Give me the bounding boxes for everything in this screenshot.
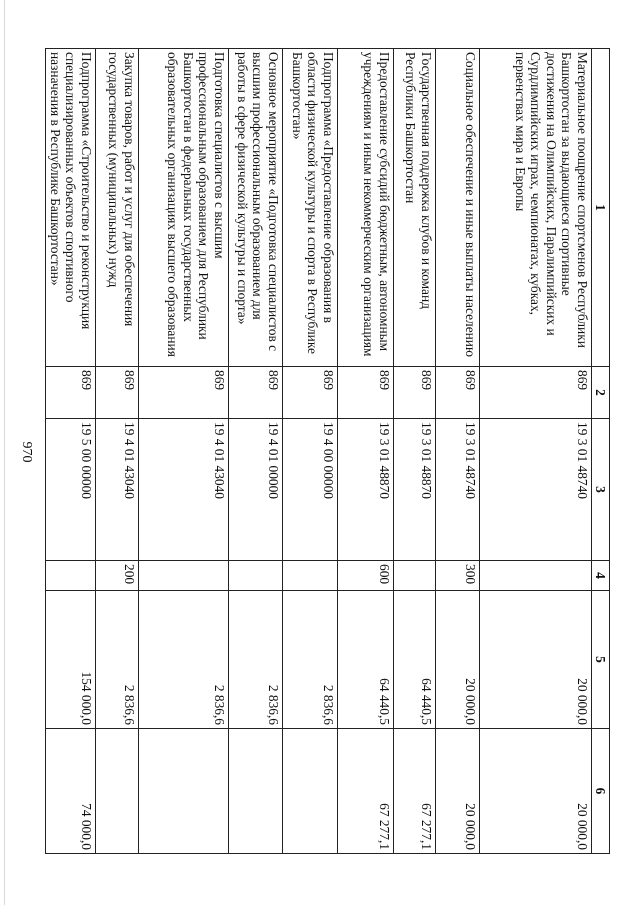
amount-year-2 <box>283 729 338 854</box>
amount-year-1: 20 000,0 <box>480 591 592 729</box>
column-header: 1 <box>592 49 610 367</box>
target-article-code: 19 4 01 00000 <box>229 419 283 561</box>
table-row <box>436 49 480 854</box>
amount-year-2: 74 000,0 <box>46 729 96 854</box>
expense-type-code <box>480 561 592 591</box>
table-row <box>229 49 283 854</box>
expense-type-code <box>229 561 283 591</box>
item-name: Подпрограмма «Строительство и реконструкция специализированных объектов спортивного назначения в Республике Башкортостан» <box>46 49 96 367</box>
column-header: 3 <box>592 419 610 561</box>
item-name: Государственная поддержка клубов и команд Республики Башкортостан <box>394 49 436 367</box>
item-name: Основное мероприятие «Подготовка специалистов с высшим профессиональным образованием для работы в сфере физической культуры и спорта» <box>229 49 283 367</box>
table-row <box>46 49 96 854</box>
target-article-code: 19 3 01 48870 <box>394 419 436 561</box>
target-article-code: 19 5 00 00000 <box>46 419 96 561</box>
expense-type-code <box>283 561 338 591</box>
amount-year-1: 2 836,6 <box>229 591 283 729</box>
item-name: Материальное поощрение спортсменов Республики Башкортостан за выдающиеся спортивные достижения на Олимпийских, Паралимпийских и Сурдлимпийских играх, чемпионатах, кубках, первенствах мира и Европы <box>480 49 592 367</box>
column-header: 4 <box>592 561 610 591</box>
item-name: Предоставление субсидий бюджетным, автономным учреждениям и иным некоммерческим организациям <box>338 49 394 367</box>
amount-year-2 <box>139 729 229 854</box>
amount-year-2 <box>229 729 283 854</box>
target-article-code: 19 4 00 00000 <box>283 419 338 561</box>
grbs-code: 869 <box>338 367 394 419</box>
amount-year-1: 20 000,0 <box>436 591 480 729</box>
target-article-code: 19 3 01 48870 <box>338 419 394 561</box>
amount-year-1: 154 000,0 <box>46 591 96 729</box>
grbs-code: 869 <box>480 367 592 419</box>
grbs-code: 869 <box>436 367 480 419</box>
expense-type-code: 200 <box>96 561 139 591</box>
page-number-area <box>0 0 52 905</box>
grbs-code: 869 <box>96 367 139 419</box>
amount-year-2: 20 000,0 <box>480 729 592 854</box>
grbs-code: 869 <box>283 367 338 419</box>
amount-year-2 <box>96 729 139 854</box>
amount-year-2: 67 277,1 <box>338 729 394 854</box>
column-header: 5 <box>592 591 610 729</box>
expense-type-code <box>394 561 436 591</box>
amount-year-2: 67 277,1 <box>394 729 436 854</box>
grbs-code: 869 <box>139 367 229 419</box>
item-name: Подпрограмма «Предоставление образования в области физической культуры и спорта в Республике Башкортостан» <box>283 49 338 367</box>
amount-year-1: 2 836,6 <box>96 591 139 729</box>
table-header-row <box>592 49 610 854</box>
table-row <box>338 49 394 854</box>
amount-year-2: 20 000,0 <box>436 729 480 854</box>
grbs-code: 869 <box>46 367 96 419</box>
table-row <box>283 49 338 854</box>
amount-year-1: 64 440,5 <box>394 591 436 729</box>
grbs-code: 869 <box>229 367 283 419</box>
target-article-code: 19 3 01 48740 <box>436 419 480 561</box>
item-name: Закупка товаров, работ и услуг для обеспечения государственных (муниципальных) нужд <box>96 49 139 367</box>
amount-year-1: 64 440,5 <box>338 591 394 729</box>
column-header: 6 <box>592 729 610 854</box>
amount-year-1: 2 836,6 <box>139 591 229 729</box>
page-number: 970 <box>19 441 34 463</box>
grbs-code: 869 <box>394 367 436 419</box>
item-name: Социальное обеспечение и иные выплаты населению <box>436 49 480 367</box>
budget-table-wrapper <box>47 48 610 853</box>
target-article-code: 19 4 01 43040 <box>139 419 229 561</box>
expense-type-code: 600 <box>338 561 394 591</box>
expense-type-code <box>139 561 229 591</box>
table-row <box>139 49 229 854</box>
amount-year-1: 2 836,6 <box>283 591 338 729</box>
budget-table <box>45 48 610 854</box>
column-header: 2 <box>592 367 610 419</box>
expense-type-code: 300 <box>436 561 480 591</box>
target-article-code: 19 4 01 43040 <box>96 419 139 561</box>
expense-type-code <box>46 561 96 591</box>
table-row <box>480 49 592 854</box>
target-article-code: 19 3 01 48740 <box>480 419 592 561</box>
table-row <box>96 49 139 854</box>
table-row <box>394 49 436 854</box>
item-name: Подготовка специалистов с высшим профессиональным образованием для Республики Башкортостан в федеральных государственных образовательных организациях высшего образования <box>139 49 229 367</box>
